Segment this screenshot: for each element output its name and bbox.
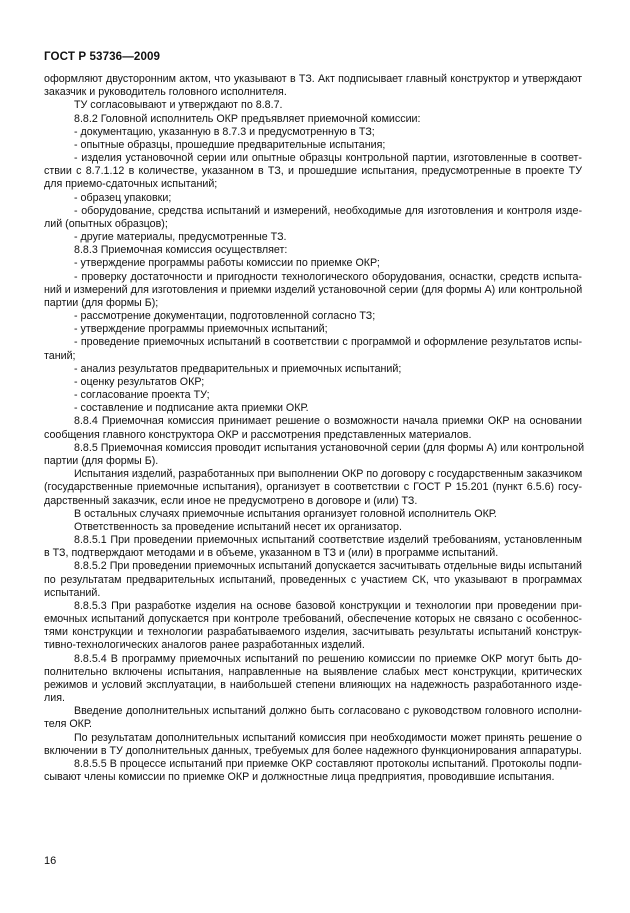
text-line: тями конструкции и технологии разрабатываемого изделия, засчитывать результаты испытаний конструк- xyxy=(44,626,582,639)
text-line: лий (опытных образцов); xyxy=(44,217,168,230)
text-line: по результатам предварительных испытаний, проведенных с участием СК, что указывают в программах xyxy=(44,573,582,586)
text-line: ТУ согласовывают и утверждают по 8.8.7. xyxy=(74,99,283,112)
text-line: - согласование проекта ТУ; xyxy=(74,389,210,402)
text-line: теля ОКР. xyxy=(44,718,92,731)
text-line: тивно-технологических аналогов ранее разработанных изделий. xyxy=(44,639,365,652)
text-line: 8.8.5.3 При разработке изделия на основе базовой конструкции и технологии при проведении при- xyxy=(74,599,582,612)
text-line: - документацию, указанную в 8.7.3 и предусмотренную в ТЗ; xyxy=(74,125,375,138)
text-line: 8.8.5.1 При проведении приемочных испытаний соответствие изделий требованиям, установленным xyxy=(74,534,582,547)
text-line: лия. xyxy=(44,692,65,705)
text-line: сообщения главного конструктора ОКР и рассмотрения представленных материалов. xyxy=(44,428,472,441)
text-line: в ТЗ, подтверждают методами и в объеме, указанном в ТЗ и (или) в программе испытаний. xyxy=(44,547,499,560)
text-line: сывают члены комиссии по приемке ОКР и должностные лица предприятия, проводившие испытания. xyxy=(44,771,555,784)
text-line: 8.8.5.2 При проведении приемочных испытаний допускается засчитывать отдельные виды испытаний xyxy=(74,560,582,573)
text-line: ний и измерений для изготовления и приемки изделий установочной серии (для формы А) или контрольной xyxy=(44,283,583,296)
text-line: - рассмотрение документации, подготовленной согласно ТЗ; xyxy=(74,310,376,323)
standard-title: ГОСТ Р 53736—2009 xyxy=(44,50,161,63)
text-line: Испытания изделий, разработанных при выполнении ОКР по договору с государственным заказчиком xyxy=(74,468,583,481)
text-line: 8.8.3 Приемочная комиссия осуществляет: xyxy=(74,244,288,257)
text-line: - составление и подписание акта приемки ОКР. xyxy=(74,402,309,415)
text-line: - образец упаковки; xyxy=(74,191,172,204)
text-line: режимов и условий эксплуатации, в наибольшей степени влияющих на надежность разработанного изде- xyxy=(44,678,582,691)
text-line: 8.8.2 Головной исполнитель ОКР предъявляет приемочной комиссии: xyxy=(74,112,421,125)
text-line: Ответственность за проведение испытаний несет их организатор. xyxy=(74,520,402,533)
text-line: 8.8.4 Приемочная комиссия принимает решение о возможности начала приемки ОКР на основании xyxy=(74,415,582,428)
text-line: - оборудование, средства испытаний и измерений, необходимые для изготовления и контроля изде- xyxy=(74,204,582,217)
text-line: - другие материалы, предусмотренные ТЗ. xyxy=(74,231,287,244)
text-line: партии (для формы Б). xyxy=(44,454,159,467)
text-line: ствии с 8.7.1.12 в количестве, указанном в ТЗ, и прошедшие испытания, предусмотренные в проекте ТУ xyxy=(44,165,582,178)
text-line: Введение дополнительных испытаний должно быть согласовано с руководством головного исполни- xyxy=(74,705,582,718)
text-line: - утверждение программы работы комиссии по приемке ОКР; xyxy=(74,257,380,270)
text-line: 8.8.5.4 В программу приемочных испытаний по решению комиссии по приемке ОКР могут быть до- xyxy=(74,652,582,665)
text-line: - проверку достаточности и пригодности технологического оборудования, оснастки, средств испыта- xyxy=(74,270,582,283)
text-line: заказчик и руководитель головного исполнителя. xyxy=(44,86,287,99)
text-line: партии (для формы Б); xyxy=(44,296,159,309)
text-line: 8.8.5.5 В процессе испытаний при приемке ОКР составляют протоколы испытаний. Протоколы подпи- xyxy=(74,757,582,770)
text-line: - опытные образцы, прошедшие предварительные испытания; xyxy=(74,138,386,151)
body-text xyxy=(44,73,585,784)
text-line: включении в ТУ дополнительных данных, требуемых для более надежного функционирования аппаратуры. xyxy=(44,744,582,757)
text-line: полнительно включены испытания, направленные на выявление слабых мест конструкции, критических xyxy=(44,665,582,678)
text-line: - проведение приемочных испытаний в соответствии с программой и оформление результатов испы- xyxy=(74,336,582,349)
text-line: В остальных случаях приемочные испытания организует головной исполнитель ОКР. xyxy=(74,507,497,520)
text-line: таний; xyxy=(44,349,76,362)
text-line: - утверждение программы приемочных испытаний; xyxy=(74,323,328,336)
text-line: - анализ результатов предварительных и приемочных испытаний; xyxy=(74,362,402,375)
text-line: - изделия установочной серии или опытные образцы контрольной партии, изготовленные в соответ- xyxy=(74,152,582,165)
text-line: дарственный заказчик, если иное не предусмотрено в договоре и (или) ТЗ. xyxy=(44,494,418,507)
text-line: для приемо-сдаточных испытаний; xyxy=(44,178,218,191)
text-line: испытаний. xyxy=(44,586,101,599)
text-line: оформляют двусторонним актом, что указывают в ТЗ. Акт подписывает главный конструктор и утверждают xyxy=(44,73,582,85)
text-line: 8.8.5 Приемочная комиссия проводит испытания установочной серии (для формы А) или контрольной xyxy=(74,441,585,454)
text-line: - оценку результатов ОКР; xyxy=(74,375,205,388)
text-line: (государственные приемочные испытания), организует в соответствии с ГОСТ Р 15.201 (пункт 6.5.6) госу- xyxy=(44,481,582,494)
text-line: емочных испытаний допускается при контроле требований, обеспечение которых не связано с особеннос- xyxy=(44,613,582,626)
text-line: По результатам дополнительных испытаний комиссия при необходимости может принять решение о xyxy=(74,731,582,744)
page-number: 16 xyxy=(44,855,57,867)
